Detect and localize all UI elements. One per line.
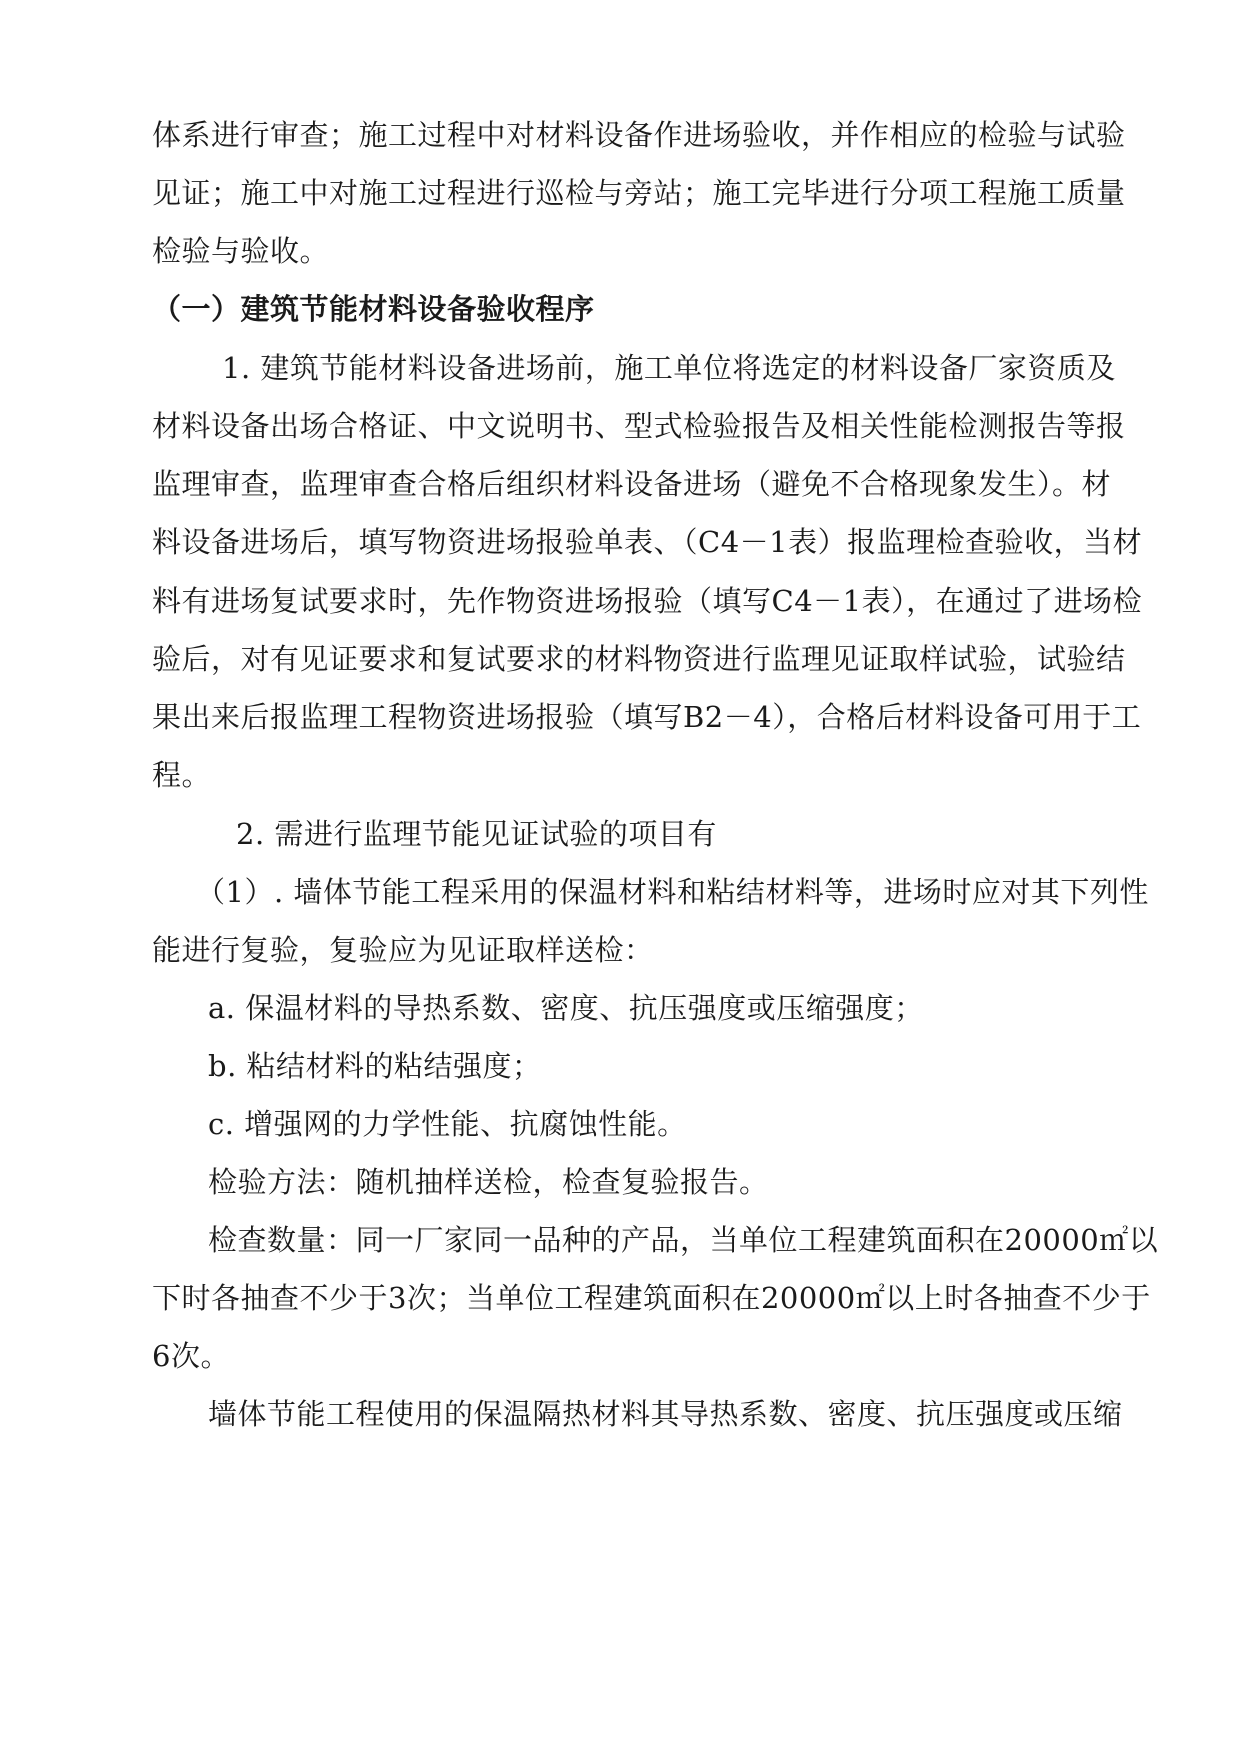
list-item: a. 保温材料的导热系数、密度、抗压强度或压缩强度； <box>208 991 924 1025</box>
paragraph-line: 墙体节能工程使用的保温隔热材料其导热系数、密度、抗压强度或压缩 <box>208 1397 1123 1431</box>
paragraph-line: 检验方法：随机抽样送检，检查复验报告。 <box>208 1165 769 1199</box>
paragraph-line: 果出来后报监理工程物资进场报验（填写B2－4），合格后材料设备可用于工 <box>152 700 1142 734</box>
paragraph-line: 检验与验收。 <box>152 234 330 268</box>
paragraph-line: 验后，对有见证要求和复试要求的材料物资进行监理见证取样试验，试验结 <box>152 642 1126 676</box>
list-heading: 2. 需进行监理节能见证试验的项目有 <box>236 817 717 851</box>
paragraph-line: 监理审查，监理审查合格后组织材料设备进场（避免不合格现象发生）。材 <box>152 467 1112 501</box>
paragraph-line: 6次。 <box>152 1339 230 1373</box>
section-heading: （一）建筑节能材料设备验收程序 <box>152 292 595 326</box>
list-item: c. 增强网的力学性能、抗腐蚀性能。 <box>208 1107 687 1141</box>
paragraph-line: 能进行复验，复验应为见证取样送检： <box>152 933 654 967</box>
paragraph-line: 材料设备出场合格证、中文说明书、型式检验报告及相关性能检测报告等报 <box>152 409 1126 443</box>
list-item: b. 粘结材料的粘结强度； <box>208 1049 542 1083</box>
paragraph-line: 1. 建筑节能材料设备进场前，施工单位将选定的材料设备厂家资质及 <box>222 351 1116 385</box>
paragraph-line: 见证；施工中对施工过程进行巡检与旁站；施工完毕进行分项工程施工质量 <box>152 176 1126 210</box>
paragraph-line: 程。 <box>152 758 212 792</box>
paragraph-line: 下时各抽查不少于3次；当单位工程建筑面积在20000㎡以上时各抽查不少于 <box>152 1281 1151 1315</box>
paragraph-line: 料有进场复试要求时，先作物资进场报验（填写C4－1表），在通过了进场检 <box>152 584 1143 618</box>
paragraph-line: 体系进行审查；施工过程中对材料设备作进场验收，并作相应的检验与试验 <box>152 118 1126 152</box>
paragraph-line: 检查数量：同一厂家同一品种的产品，当单位工程建筑面积在20000㎡以 <box>208 1223 1159 1257</box>
paragraph-line: （1）. 墙体节能工程采用的保温材料和粘结材料等，进场时应对其下列性 <box>196 875 1149 909</box>
paragraph-line: 料设备进场后，填写物资进场报验单表、（C4－1表）报监理检查验收，当材 <box>152 525 1143 559</box>
